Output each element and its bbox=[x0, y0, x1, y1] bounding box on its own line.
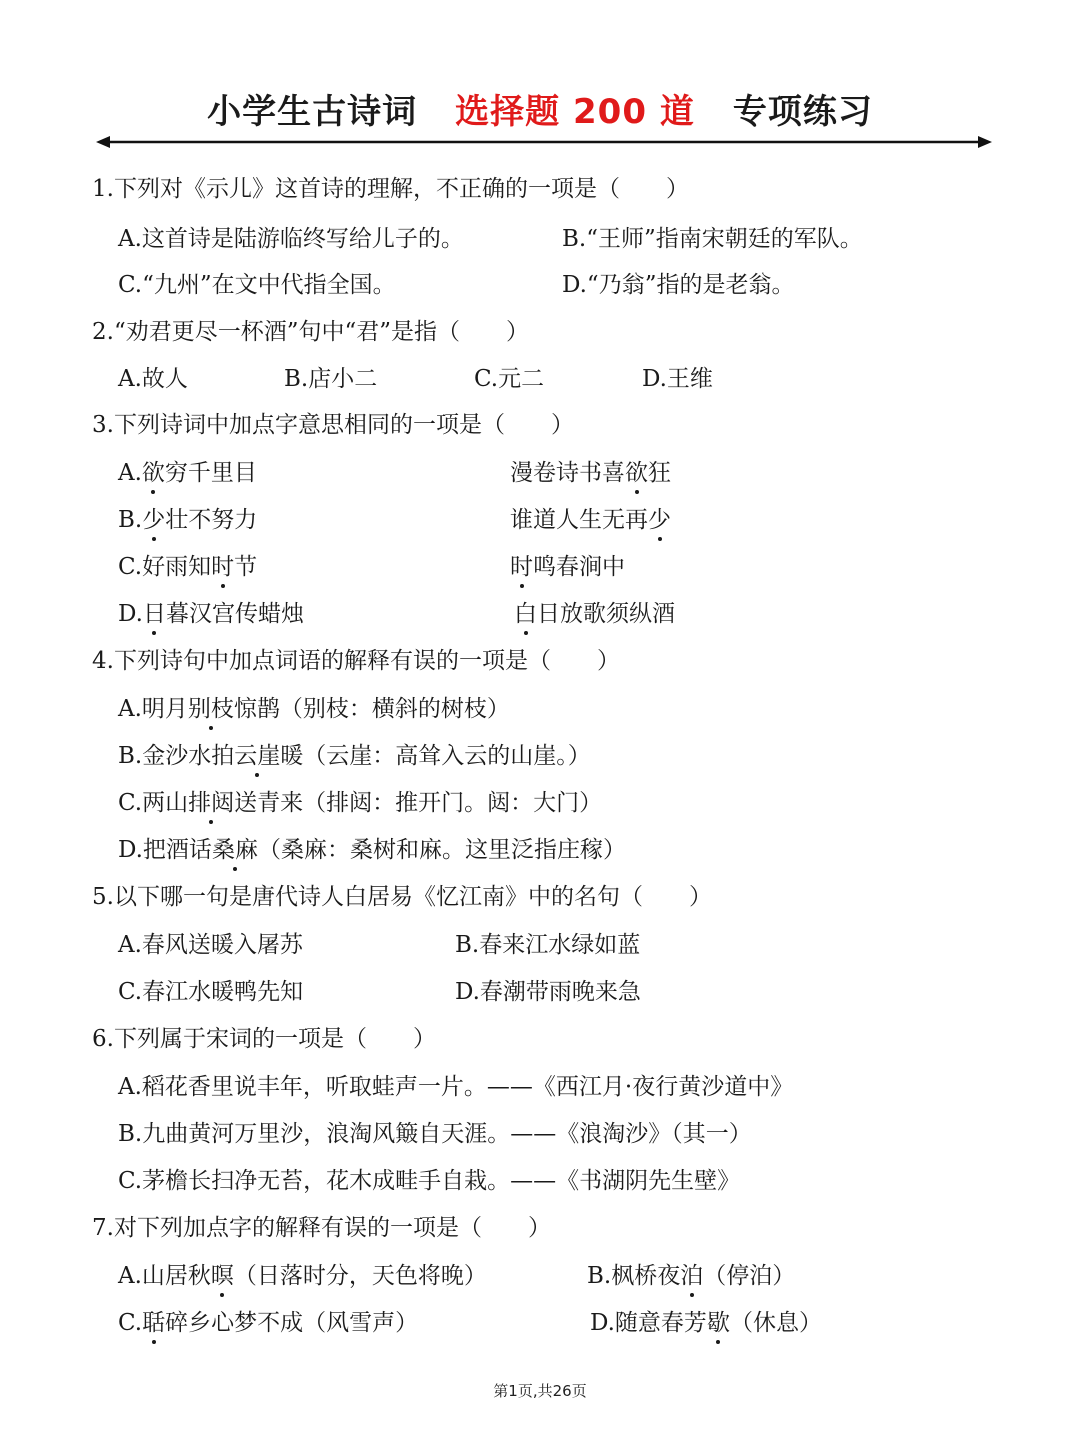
dotted-character: 欲 bbox=[142, 454, 165, 487]
question-1-option-a: A.这首诗是陆游临终写给儿子的。 bbox=[118, 226, 464, 252]
option-text-after: （日落时分，天色将晚） bbox=[233, 1263, 487, 1289]
page-number: 第1页,共26页 bbox=[493, 1382, 587, 1400]
option-text-after: （休息） bbox=[729, 1310, 822, 1336]
question-3-option-d bbox=[118, 595, 304, 628]
option-text-before: C. bbox=[118, 1310, 143, 1336]
question-4-option-a bbox=[118, 690, 510, 723]
question-5-stem: 5.以下哪一句是唐代诗人白居易《忆江南》中的名句（ ） bbox=[92, 884, 712, 910]
question-2-option-d: D.王维 bbox=[642, 366, 713, 392]
question-2-option-b: B.店小二 bbox=[284, 366, 378, 392]
dotted-word: 排闼 bbox=[188, 784, 234, 817]
option-text-before: A.山居秋 bbox=[118, 1263, 211, 1289]
question-3-option-a bbox=[118, 454, 257, 487]
question-6-option-c: C.茅檐长扫净无苔，花木成畦手自栽。——《书湖阴先生壁》 bbox=[118, 1168, 741, 1194]
option-text-after: 碎乡心梦不成（风雪声） bbox=[165, 1310, 419, 1336]
question-5-option-d: D.春潮带雨晚来急 bbox=[455, 979, 641, 1005]
question-3-stem: 3.下列诗词中加点字意思相同的一项是（ ） bbox=[92, 412, 574, 438]
title-part-2: 选择题 200 道 bbox=[455, 92, 695, 132]
dotted-word: 桑麻 bbox=[212, 831, 258, 864]
pair-text-after: 狂 bbox=[648, 460, 671, 486]
question-5-option-b: B.春来江水绿如蓝 bbox=[455, 932, 641, 958]
question-7-option-b bbox=[587, 1257, 795, 1290]
option-text-after: 惊鹊（别枝：横斜的树枝） bbox=[233, 696, 510, 722]
question-7-option-c bbox=[118, 1304, 418, 1337]
option-text-before: B.枫桥夜 bbox=[587, 1263, 681, 1289]
dotted-character: 聒 bbox=[142, 1304, 165, 1337]
dotted-word: 别枝 bbox=[188, 690, 234, 723]
question-2-option-c: C.元二 bbox=[474, 366, 545, 392]
question-5-option-a: A.春风送暖入屠苏 bbox=[118, 932, 303, 958]
title-divider-arrow bbox=[96, 130, 992, 154]
dotted-character: 欲 bbox=[625, 454, 648, 487]
question-7-option-a bbox=[118, 1257, 487, 1290]
question-7-option-d bbox=[590, 1304, 822, 1337]
question-4-option-c bbox=[118, 784, 602, 817]
question-3-option-b-pair bbox=[510, 501, 671, 534]
question-5-option-c: C.春江水暖鸭先知 bbox=[118, 979, 304, 1005]
option-prefix: B. bbox=[118, 507, 143, 533]
pair-text-after: 日放歌须纵酒 bbox=[537, 601, 675, 627]
question-3-option-a-pair bbox=[510, 454, 671, 487]
option-text-before: 好雨知 bbox=[142, 554, 212, 580]
question-1-stem: 1.下列对《示儿》这首诗的理解，不正确的一项是（ ） bbox=[92, 176, 689, 202]
dotted-character: 白 bbox=[514, 595, 537, 628]
question-3-option-b bbox=[118, 501, 257, 534]
option-prefix: C. bbox=[118, 554, 143, 580]
dotted-character: 日 bbox=[143, 595, 166, 628]
option-prefix: D. bbox=[118, 601, 143, 627]
dotted-character: 少 bbox=[142, 501, 165, 534]
option-text-before: C.两山 bbox=[118, 790, 189, 816]
option-text-before: D.随意春芳 bbox=[590, 1310, 707, 1336]
question-4-option-d bbox=[118, 831, 626, 864]
option-text-after: 暖（云崖：高耸入云的山崖。） bbox=[280, 743, 591, 769]
title-part-3: 专项练习 bbox=[732, 92, 873, 132]
question-6-option-b: B.九曲黄河万里沙，浪淘风簸自天涯。——《浪淘沙》（其一） bbox=[118, 1121, 752, 1147]
question-3-option-c bbox=[118, 548, 257, 581]
option-text-before: D.把酒话 bbox=[118, 837, 212, 863]
option-text-after: （停泊） bbox=[703, 1263, 796, 1289]
pair-text-before: 漫卷诗书喜 bbox=[510, 460, 625, 486]
pair-text-after: 鸣春涧中 bbox=[533, 554, 625, 580]
option-text-after: （桑麻：桑树和麻。这里泛指庄稼） bbox=[257, 837, 626, 863]
dotted-character: 泊 bbox=[680, 1257, 703, 1290]
question-4-option-b bbox=[118, 737, 591, 770]
option-text-after: 暮汉宫传蜡烛 bbox=[165, 601, 304, 627]
option-prefix: A. bbox=[118, 460, 142, 486]
title-part-1: 小学生古诗词 bbox=[207, 92, 418, 132]
option-text-after: 节 bbox=[234, 554, 258, 580]
question-3-option-c-pair bbox=[510, 548, 625, 581]
question-1-option-c: C.“九州”在文中代指全国。 bbox=[118, 272, 396, 298]
option-text-after: 穷千里目 bbox=[164, 460, 257, 486]
dotted-character: 暝 bbox=[211, 1257, 234, 1290]
dotted-word: 云崖 bbox=[234, 737, 280, 770]
option-text-after: 壮不努力 bbox=[165, 507, 258, 533]
question-1-option-d: D.“乃翁”指的是老翁。 bbox=[562, 272, 795, 298]
question-6-option-a: A.稻花香里说丰年，听取蛙声一片。——《西江月·夜行黄沙道中》 bbox=[118, 1074, 794, 1100]
dotted-character: 时 bbox=[510, 548, 533, 581]
question-1-option-b: B.“王师”指南宋朝廷的军队。 bbox=[562, 226, 863, 252]
question-7-stem: 7.对下列加点字的解释有误的一项是（ ） bbox=[92, 1215, 551, 1241]
dotted-character: 少 bbox=[648, 501, 671, 534]
question-4-stem: 4.下列诗句中加点词语的解释有误的一项是（ ） bbox=[92, 648, 620, 674]
dotted-character: 歇 bbox=[707, 1304, 730, 1337]
page-title bbox=[0, 84, 1080, 133]
option-text-after: 送青来（排闼：推开门。闼：大门） bbox=[234, 790, 603, 816]
question-3-option-d-pair bbox=[514, 595, 675, 628]
question-6-stem: 6.下列属于宋词的一项是（ ） bbox=[92, 1026, 436, 1052]
option-text-before: A.明月 bbox=[118, 696, 188, 722]
option-text-before: B.金沙水拍 bbox=[118, 743, 235, 769]
question-2-option-a: A.故人 bbox=[118, 366, 188, 392]
dotted-character: 时 bbox=[211, 548, 234, 581]
question-2-stem: 2.“劝君更尽一杯酒”句中“君”是指（ ） bbox=[92, 319, 529, 345]
pair-text-before: 谁道人生无再 bbox=[510, 507, 648, 533]
